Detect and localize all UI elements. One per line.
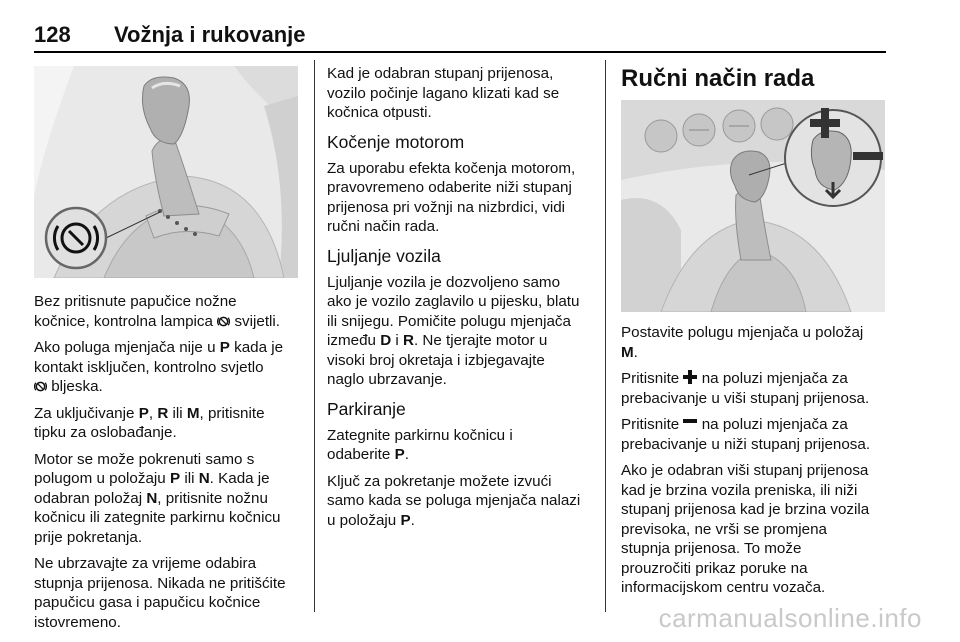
text-run: između: [327, 332, 376, 349]
text-run: Motor se može pokrenuti samo s: [34, 450, 255, 468]
text-run: tipku za oslobađanje.: [34, 424, 177, 441]
text-run: Pritisnite: [621, 416, 680, 433]
page-number: 128: [34, 22, 71, 47]
text-run: Ako je odabran viši stupanj prijenosa: [621, 462, 869, 479]
text-run: u položaju: [327, 511, 397, 529]
column-3-heading: [621, 64, 891, 94]
text-run: Za uporabu efekta kočenja motorom,: [327, 159, 576, 177]
text-run: prije pokretanja.: [34, 528, 143, 546]
text-run: kada je: [234, 339, 284, 356]
text-run: ili snijegu. Pomičite polugu mjenjača: [327, 312, 571, 330]
paragraph: [34, 404, 304, 443]
text-run: .: [633, 343, 638, 361]
column-3: [621, 323, 896, 605]
gear-position-label: D: [380, 332, 392, 349]
text-run: kočnicu ili zategnite parkirnu kočnicu: [34, 509, 281, 526]
gear-position-label: P: [169, 470, 181, 487]
paragraph: [327, 159, 597, 237]
text-run: ako je vozilo zaglavilo u pijesku, blatu: [327, 293, 580, 310]
text-run: stupnja prijenosa. To može: [621, 540, 802, 557]
text-line: svijetli.: [234, 312, 281, 330]
paragraph: [621, 415, 896, 454]
gear-position-label: R: [403, 332, 414, 349]
gear-position-label: P: [219, 339, 230, 356]
gear-position-label: N: [146, 489, 158, 507]
text-run: kontakt isključen, kontrolno svjetlo: [34, 358, 264, 376]
minus-icon: [683, 416, 697, 430]
text-run: i: [395, 332, 399, 349]
text-run: Postavite polugu mjenjača u položaj: [621, 324, 864, 341]
text-run: Zategnite parkirnu kočnicu i: [327, 426, 513, 444]
text-run: Kad je odabran stupanj prijenosa,: [327, 65, 554, 82]
page-header: [34, 22, 886, 52]
text-run: prijenosa pri vožnji na nizbrdici, vidi: [327, 198, 566, 216]
column-2: [327, 64, 597, 537]
page-title: Vožnja i rukovanje: [114, 22, 306, 47]
text-run: ili: [184, 470, 195, 487]
paragraph: [327, 426, 597, 465]
manual-mode-illustration: [621, 100, 885, 312]
text-run: . Ne tjerajte motor u: [413, 332, 548, 349]
text-run: prouzročiti prikaz poruke na: [621, 559, 808, 577]
text-line: Bez pritisnute papučice nožne: [34, 293, 237, 310]
text-run: Ako poluga mjenjača nije u: [34, 339, 216, 356]
text-run: .: [404, 446, 409, 463]
text-run: polugom u položaju: [34, 470, 166, 487]
section-heading: Ljuljanje vozila: [327, 245, 441, 266]
brake-indicator-icon: [217, 315, 230, 328]
header-rule: [34, 51, 886, 53]
text-run: odaberite: [327, 446, 391, 463]
text-run: prebacivanje u viši stupanj prijenosa.: [621, 389, 870, 407]
paragraph: [621, 369, 896, 408]
text-run: bljeska.: [51, 378, 103, 395]
minus-icon: [853, 152, 883, 160]
text-run: istovremeno.: [34, 613, 121, 631]
text-run: Ne ubrzavajte za vrijeme odabira: [34, 555, 257, 572]
text-run: na poluzi mjenjača za: [701, 416, 848, 433]
text-run: Pritisnite: [621, 370, 680, 387]
paragraph: [327, 64, 597, 123]
paragraph: [621, 461, 896, 598]
gear-position-label: M: [186, 404, 200, 422]
text-run: ,: [148, 404, 154, 422]
text-run: .: [410, 511, 415, 529]
text-run: Za uključivanje: [34, 404, 135, 422]
section-heading: Kočenje motorom: [327, 131, 465, 152]
text-run: informacijskom centru vozača.: [621, 579, 826, 596]
brake-indicator-icon: [34, 380, 47, 393]
watermark: carmanualsonline.info: [658, 603, 922, 633]
section-title: Ručni način rada: [621, 65, 815, 92]
gear-position-label: P: [394, 446, 405, 463]
text-run: vozilo počinje lagano klizati kad se: [327, 84, 560, 102]
column-divider: [605, 60, 606, 612]
text-run: ručni način rada.: [327, 218, 440, 235]
text-run: pravovremeno odaberite niži stupanj: [327, 179, 572, 196]
text-run: Ključ za pokretanje možete izvući: [327, 472, 552, 490]
paragraph: [34, 450, 304, 548]
text-run: , pritisnite: [199, 404, 265, 422]
text-run: Ljuljanje vozila je dozvoljeno samo: [327, 273, 561, 291]
text-run: odabran položaj: [34, 489, 143, 507]
paragraph: [327, 273, 597, 390]
section-heading: Parkiranje: [327, 398, 406, 419]
gear-position-label: R: [157, 404, 169, 422]
column-divider: [314, 60, 315, 612]
text-line: kočnice, kontrolna lampica: [34, 312, 213, 330]
gear-position-label: P: [400, 511, 411, 529]
gear-position-label: N: [198, 470, 210, 487]
text-run: kočnica otpusti.: [327, 104, 432, 121]
paragraph: [34, 338, 304, 397]
paragraph: [327, 472, 597, 531]
text-run: . Kada je: [209, 470, 270, 487]
paragraph: [621, 323, 896, 362]
text-run: ili: [172, 404, 183, 422]
text-run: naglo ubrzavanje.: [327, 371, 447, 388]
text-run: stupnja prijenosa. Nikada ne pritišćite: [34, 574, 286, 592]
text-run: prebacivanje u niži stupanj prijenosa.: [621, 435, 871, 453]
gear-position-label: M: [621, 343, 634, 361]
column-1: [34, 292, 304, 639]
paragraph: [34, 554, 304, 632]
gear-position-label: P: [138, 404, 149, 422]
text-run: na poluzi mjenjača za: [701, 370, 848, 387]
text-run: visoki broj okretaja i izbjegavajte: [327, 351, 545, 369]
text-run: , pritisnite nožnu: [157, 489, 268, 507]
text-run: previsoka, ne vrši se promjena: [621, 520, 827, 538]
text-run: samo kada se poluga mjenjača nalazi: [327, 492, 581, 509]
gear-lever-illustration: [34, 66, 298, 278]
text-run: papučicu gasa i papučicu kočnice: [34, 594, 261, 611]
text-run: stupanj prijenosa kad je brzina vozila: [621, 501, 870, 518]
paragraph: [34, 292, 304, 331]
plus-icon: [683, 370, 697, 384]
text-run: kad je brzina vozila preniska, ili niži: [621, 481, 858, 499]
